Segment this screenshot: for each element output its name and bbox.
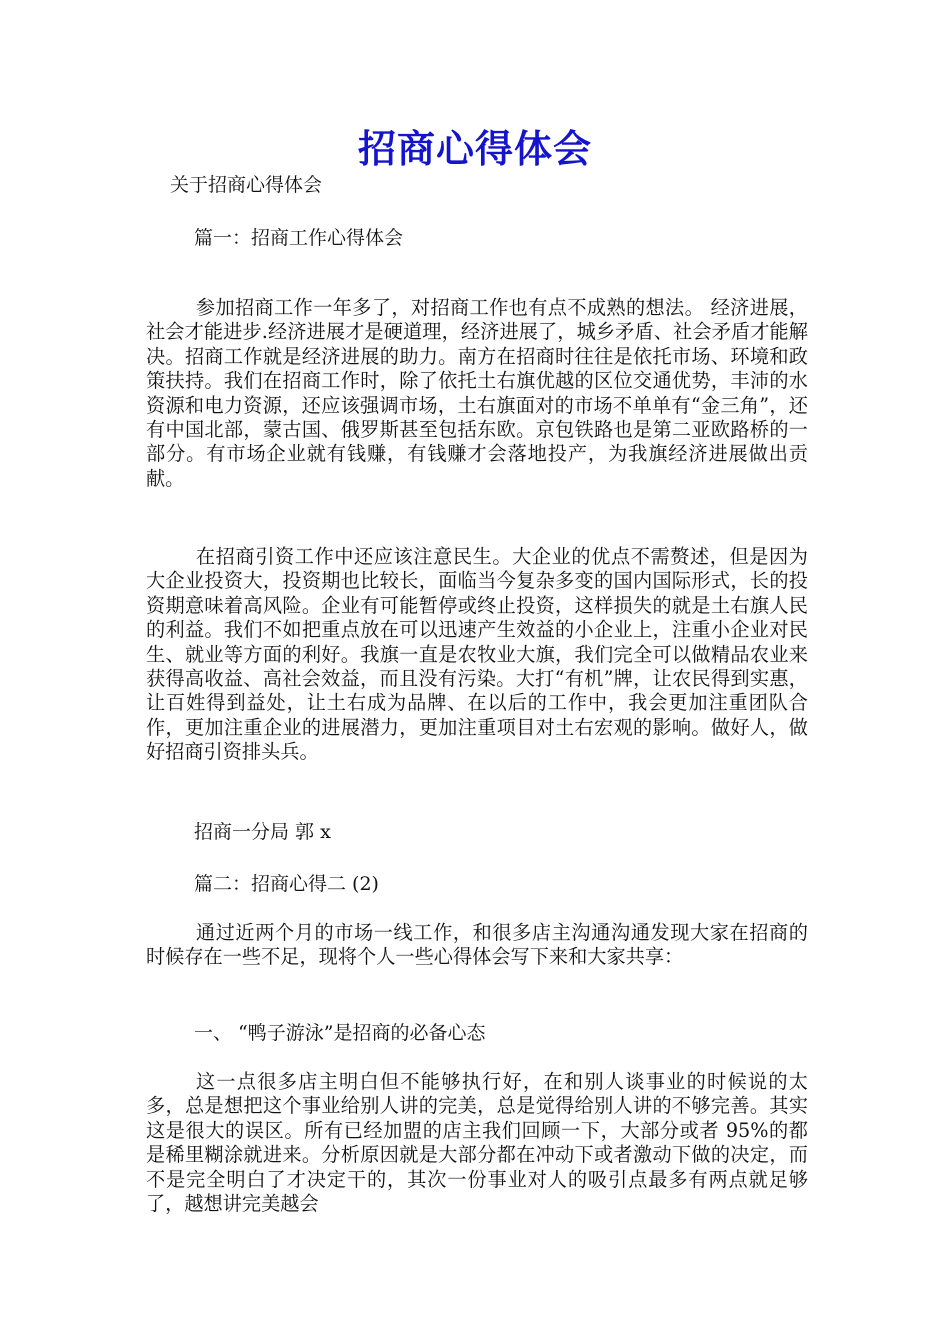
section1-heading: 篇一：招商工作心得体会	[194, 227, 404, 249]
point1-paragraph: 这一点很多店主明白但不能够执行好，在和别人谈事业的时候说的太多，总是想把这个事业给别人讲的完美，总是觉得给别人讲的不够完善。其实这是很大的误区。所有已经加盟的店主我们回顾一下，大部分或者 95%的都是稀里糊涂就进来。分析原因就是大部分都在冲动下或者激动下做的决定，而不是完全明白了才决定干的，其次一份事业对人的吸引点最多有两点就足够了，越想讲完美越会	[146, 1070, 808, 1216]
document-title: 招商心得体会	[357, 126, 592, 171]
section1-paragraph-2: 在招商引资工作中还应该注意民生。大企业的优点不需赘述，但是因为大企业投资大，投资期也比较长，面临当今复杂多变的国内国际形式，长的投资期意味着高风险。企业有可能暂停或终止投资，这样损失的就是土右旗人民的利益。我们不如把重点放在可以迅速产生效益的小企业上，注重小企业对民生、就业等方面的利好。我旗一直是农牧业大旗，我们完全可以做精品农业来获得高收益、高社会效益，而且没有污染。大打“有机”牌，让农民得到实惠，让百姓得到益处，让土右成为品牌、在以后的工作中，我会更加注重团队合作，更加注重企业的进展潜力，更加注重项目对土右宏观的影响。做好人，做好招商引资排头兵。	[146, 545, 808, 764]
point1-heading: 一、 “鸭子游泳”是招商的必备心态	[194, 1022, 486, 1044]
section1-paragraph-1: 参加招商工作一年多了，对招商工作也有点不成熟的想法。 经济进展，社会才能进步.经济进展才是硬道理，经济进展了，城乡矛盾、社会矛盾才能解决。招商工作就是经济进展的助力。南方在招商时往往是依托市场、环境和政策扶持。我们在招商工作时，除了依托土右旗优越的区位交通优势，丰沛的水资源和电力资源，还应该强调市场，土右旗面对的市场不单单有“金三角”，还有中国北部，蒙古国、俄罗斯甚至包括东欧。京包铁路也是第二亚欧路桥的一部分。有市场企业就有钱赚，有钱赚才会落地投产，为我旗经济进展做出贡献。	[146, 296, 808, 490]
section2-heading: 篇二：招商心得二 (2)	[194, 873, 379, 895]
section2-intro-paragraph: 通过近两个月的市场一线工作，和很多店主沟通沟通发现大家在招商的时候存在一些不足，现将个人一些心得体会写下来和大家共享：	[146, 921, 808, 969]
signature: 招商一分局 郭 x	[194, 821, 331, 843]
document-subtitle: 关于招商心得体会	[170, 174, 323, 196]
